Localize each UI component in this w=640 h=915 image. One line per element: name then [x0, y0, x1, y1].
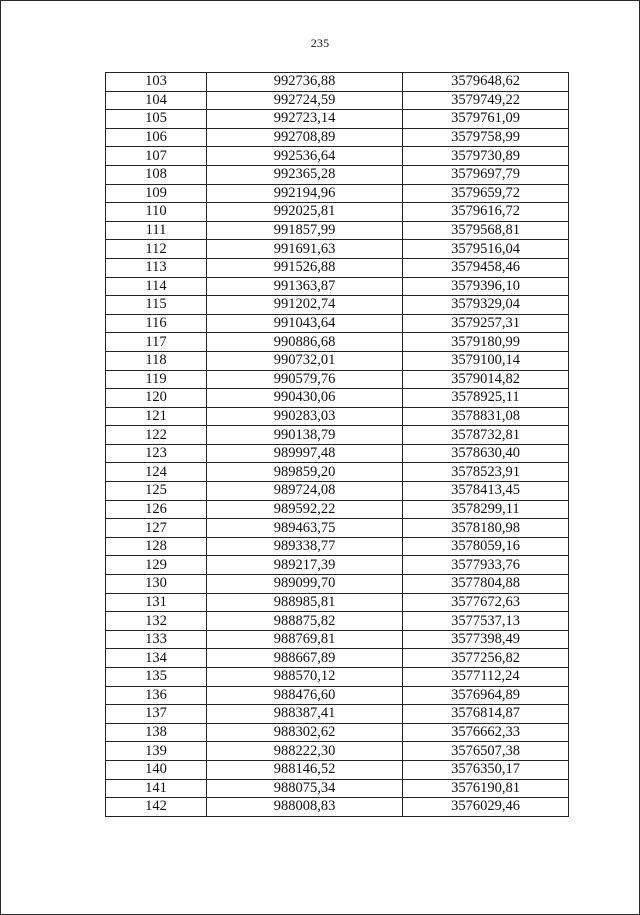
point-number-cell: 110: [106, 203, 207, 222]
x-coordinate-cell: 992723,14: [207, 110, 403, 129]
point-number-cell: 142: [106, 798, 207, 817]
point-number-cell: 130: [106, 575, 207, 594]
point-number-cell: 122: [106, 426, 207, 445]
y-coordinate-cell: 3579659,72: [403, 184, 569, 203]
point-number-cell: 136: [106, 686, 207, 705]
table-row: [106, 612, 569, 631]
y-coordinate-cell: 3579396,10: [403, 277, 569, 296]
point-number-cell: 141: [106, 779, 207, 798]
x-coordinate-cell: 991043,64: [207, 314, 403, 333]
x-coordinate-cell: 991691,63: [207, 240, 403, 259]
point-number-cell: 103: [106, 73, 207, 92]
point-number-cell: 128: [106, 537, 207, 556]
table-row: [106, 277, 569, 296]
point-number-cell: 108: [106, 165, 207, 184]
table-row: [106, 519, 569, 538]
x-coordinate-cell: 990283,03: [207, 407, 403, 426]
point-number-cell: 115: [106, 296, 207, 315]
y-coordinate-cell: 3577672,63: [403, 593, 569, 612]
x-coordinate-cell: 988985,81: [207, 593, 403, 612]
table-row: [106, 742, 569, 761]
x-coordinate-cell: 991526,88: [207, 258, 403, 277]
point-number-cell: 133: [106, 630, 207, 649]
table-row: [106, 779, 569, 798]
y-coordinate-cell: 3579616,72: [403, 203, 569, 222]
x-coordinate-cell: 990732,01: [207, 351, 403, 370]
table-row: [106, 444, 569, 463]
x-coordinate-cell: 988476,60: [207, 686, 403, 705]
x-coordinate-cell: 988146,52: [207, 760, 403, 779]
page-number: 235: [310, 36, 330, 50]
point-number-cell: 137: [106, 705, 207, 724]
y-coordinate-cell: 3579648,62: [403, 73, 569, 92]
x-coordinate-cell: 990138,79: [207, 426, 403, 445]
point-number-cell: 125: [106, 482, 207, 501]
table-row: [106, 73, 569, 92]
point-number-cell: 118: [106, 351, 207, 370]
y-coordinate-cell: 3577933,76: [403, 556, 569, 575]
table-row: [106, 147, 569, 166]
y-coordinate-cell: 3576507,38: [403, 742, 569, 761]
point-number-cell: 105: [106, 110, 207, 129]
y-coordinate-cell: 3579014,82: [403, 370, 569, 389]
y-coordinate-cell: 3576662,33: [403, 723, 569, 742]
x-coordinate-cell: 990430,06: [207, 389, 403, 408]
x-coordinate-cell: 992536,64: [207, 147, 403, 166]
point-number-cell: 104: [106, 91, 207, 110]
table-row: [106, 351, 569, 370]
point-number-cell: 132: [106, 612, 207, 631]
table-row: [106, 760, 569, 779]
point-number-cell: 116: [106, 314, 207, 333]
x-coordinate-cell: 992736,88: [207, 73, 403, 92]
y-coordinate-cell: 3578299,11: [403, 500, 569, 519]
point-number-cell: 138: [106, 723, 207, 742]
x-coordinate-cell: 989724,08: [207, 482, 403, 501]
table-row: [106, 407, 569, 426]
table-row: [106, 500, 569, 519]
table-row: [106, 630, 569, 649]
point-number-cell: 112: [106, 240, 207, 259]
point-number-cell: 135: [106, 668, 207, 687]
y-coordinate-cell: 3579100,14: [403, 351, 569, 370]
table-row: [106, 221, 569, 240]
y-coordinate-cell: 3576350,17: [403, 760, 569, 779]
table-row: [106, 370, 569, 389]
point-number-cell: 106: [106, 128, 207, 147]
point-number-cell: 117: [106, 333, 207, 352]
table-row: [106, 482, 569, 501]
point-number-cell: 123: [106, 444, 207, 463]
table-row: [106, 165, 569, 184]
x-coordinate-cell: 989592,22: [207, 500, 403, 519]
table-row: [106, 128, 569, 147]
point-number-cell: 111: [106, 221, 207, 240]
point-number-cell: 129: [106, 556, 207, 575]
table-row: [106, 91, 569, 110]
y-coordinate-cell: 3576814,87: [403, 705, 569, 724]
x-coordinate-cell: 989997,48: [207, 444, 403, 463]
y-coordinate-cell: 3578630,40: [403, 444, 569, 463]
x-coordinate-cell: 992365,28: [207, 165, 403, 184]
x-coordinate-cell: 988075,34: [207, 779, 403, 798]
x-coordinate-cell: 991202,74: [207, 296, 403, 315]
y-coordinate-cell: 3578059,16: [403, 537, 569, 556]
table-row: [106, 723, 569, 742]
x-coordinate-cell: 989099,70: [207, 575, 403, 594]
x-coordinate-cell: 992708,89: [207, 128, 403, 147]
y-coordinate-cell: 3579458,46: [403, 258, 569, 277]
y-coordinate-cell: 3577256,82: [403, 649, 569, 668]
table-row: [106, 240, 569, 259]
y-coordinate-cell: 3579568,81: [403, 221, 569, 240]
table-row: [106, 389, 569, 408]
point-number-cell: 124: [106, 463, 207, 482]
table-row: [106, 686, 569, 705]
x-coordinate-cell: 992724,59: [207, 91, 403, 110]
y-coordinate-cell: 3578413,45: [403, 482, 569, 501]
x-coordinate-cell: 988667,89: [207, 649, 403, 668]
point-number-cell: 114: [106, 277, 207, 296]
coordinates-table-body: [106, 73, 569, 817]
y-coordinate-cell: 3578831,08: [403, 407, 569, 426]
table-row: [106, 705, 569, 724]
point-number-cell: 139: [106, 742, 207, 761]
point-number-cell: 109: [106, 184, 207, 203]
point-number-cell: 140: [106, 760, 207, 779]
x-coordinate-cell: 992194,96: [207, 184, 403, 203]
x-coordinate-cell: 991363,87: [207, 277, 403, 296]
y-coordinate-cell: 3578732,81: [403, 426, 569, 445]
point-number-cell: 113: [106, 258, 207, 277]
table-row: [106, 575, 569, 594]
y-coordinate-cell: 3579697,79: [403, 165, 569, 184]
y-coordinate-cell: 3579761,09: [403, 110, 569, 129]
y-coordinate-cell: 3579257,31: [403, 314, 569, 333]
y-coordinate-cell: 3577112,24: [403, 668, 569, 687]
y-coordinate-cell: 3576964,89: [403, 686, 569, 705]
point-number-cell: 119: [106, 370, 207, 389]
y-coordinate-cell: 3579730,89: [403, 147, 569, 166]
point-number-cell: 131: [106, 593, 207, 612]
y-coordinate-cell: 3579329,04: [403, 296, 569, 315]
point-number-cell: 121: [106, 407, 207, 426]
y-coordinate-cell: 3578523,91: [403, 463, 569, 482]
y-coordinate-cell: 3578180,98: [403, 519, 569, 538]
y-coordinate-cell: 3579749,22: [403, 91, 569, 110]
y-coordinate-cell: 3579516,04: [403, 240, 569, 259]
x-coordinate-cell: 991857,99: [207, 221, 403, 240]
table-row: [106, 556, 569, 575]
table-row: [106, 798, 569, 817]
x-coordinate-cell: 988570,12: [207, 668, 403, 687]
y-coordinate-cell: 3579758,99: [403, 128, 569, 147]
x-coordinate-cell: 988769,81: [207, 630, 403, 649]
point-number-cell: 120: [106, 389, 207, 408]
y-coordinate-cell: 3577398,49: [403, 630, 569, 649]
table-row: [106, 333, 569, 352]
x-coordinate-cell: 992025,81: [207, 203, 403, 222]
x-coordinate-cell: 990579,76: [207, 370, 403, 389]
table-row: [106, 463, 569, 482]
x-coordinate-cell: 988008,83: [207, 798, 403, 817]
y-coordinate-cell: 3578925,11: [403, 389, 569, 408]
table-row: [106, 110, 569, 129]
table-row: [106, 258, 569, 277]
coordinates-table: [105, 72, 569, 817]
x-coordinate-cell: 989217,39: [207, 556, 403, 575]
x-coordinate-cell: 988875,82: [207, 612, 403, 631]
table-row: [106, 184, 569, 203]
table-row: [106, 203, 569, 222]
y-coordinate-cell: 3577537,13: [403, 612, 569, 631]
y-coordinate-cell: 3576190,81: [403, 779, 569, 798]
x-coordinate-cell: 990886,68: [207, 333, 403, 352]
x-coordinate-cell: 989859,20: [207, 463, 403, 482]
y-coordinate-cell: 3576029,46: [403, 798, 569, 817]
x-coordinate-cell: 989338,77: [207, 537, 403, 556]
table-row: [106, 426, 569, 445]
table-row: [106, 668, 569, 687]
table-row: [106, 593, 569, 612]
point-number-cell: 134: [106, 649, 207, 668]
table-row: [106, 314, 569, 333]
table-row: [106, 296, 569, 315]
table-row: [106, 649, 569, 668]
y-coordinate-cell: 3577804,88: [403, 575, 569, 594]
x-coordinate-cell: 988302,62: [207, 723, 403, 742]
x-coordinate-cell: 988387,41: [207, 705, 403, 724]
point-number-cell: 127: [106, 519, 207, 538]
point-number-cell: 126: [106, 500, 207, 519]
x-coordinate-cell: 988222,30: [207, 742, 403, 761]
y-coordinate-cell: 3579180,99: [403, 333, 569, 352]
x-coordinate-cell: 989463,75: [207, 519, 403, 538]
table-row: [106, 537, 569, 556]
point-number-cell: 107: [106, 147, 207, 166]
